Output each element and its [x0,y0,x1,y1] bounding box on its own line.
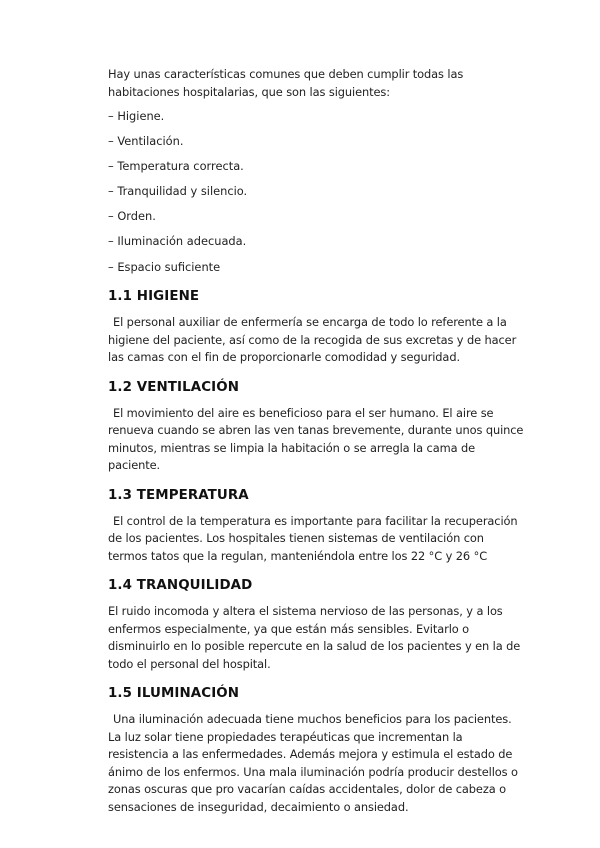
document-page [108,66,526,816]
section-heading-higiene: 1.1 HIGIENE [108,289,200,305]
list-item: – Higiene. [108,109,165,123]
list-item: – Espacio suficiente [108,259,221,274]
list-item: – Temperatura correcta. [108,159,244,174]
section-body-tranquilidad: El ruido incomoda y altera el sistema nervioso de las personas, y a los enfermos especialmente, ya que están más sensibles. Evitarlo o disminuirlo en lo posible repercute en la salud de los pacientes y en la de todo el personal del hospital. [108,604,521,671]
list-item: – Orden. [108,209,156,224]
section-heading-temperatura: 1.3 TEMPERATURA [108,487,249,503]
list-item: – Ventilación. [108,134,184,149]
section-heading-ventilacion: 1.2 VENTILACIÓN [108,379,240,395]
section-body-temperatura: El control de la temperatura es importante para facilitar la recuperación de los pacientes. Los hospitales tienen sistemas de ventilación con termos tatos que la regulan, manteniéndola entre los 22 °C y 26 °C [108,513,518,563]
section-body-iluminacion: Una iluminación adecuada tiene muchos beneficios para los pacientes. La luz solar tiene propiedades terapéuticas que incrementan la resistencia a las enfermedades. Además mejora y estimula el estado de ánimo de los enfermos. Una mala iluminación podría producir destellos o zonas oscuras que pro vacarían caídas accidentales, dolor de cabeza o sensaciones de inseguridad, decaimiento o ansiedad. [108,712,518,814]
list-item: – Tranquilidad y silencio. [108,184,248,199]
section-body-ventilacion: El movimiento del aire es beneficioso para el ser humano. El aire se renueva cuando se abren las ven tanas brevemente, durante unos quince minutos, mientras se limpia la habitación o se arregla la cama de paciente. [108,405,524,473]
section-heading-iluminacion: 1.5 ILUMINACIÓN [108,686,240,702]
characteristics-list [108,108,526,276]
intro-paragraph: Hay unas características comunes que deben cumplir todas las habitaciones hospitalarias, que son las siguientes: [108,67,464,99]
section-body-higiene: El personal auxiliar de enfermería se encarga de todo lo referente a la higiene del paciente, así como de la recogida de sus excretas y de hacer las camas con el fin de proporcionarle comodidad y seguridad. [108,315,517,365]
section-heading-tranquilidad: 1.4 TRANQUILIDAD [108,578,253,594]
list-item: – Iluminación adecuada. [108,234,247,249]
